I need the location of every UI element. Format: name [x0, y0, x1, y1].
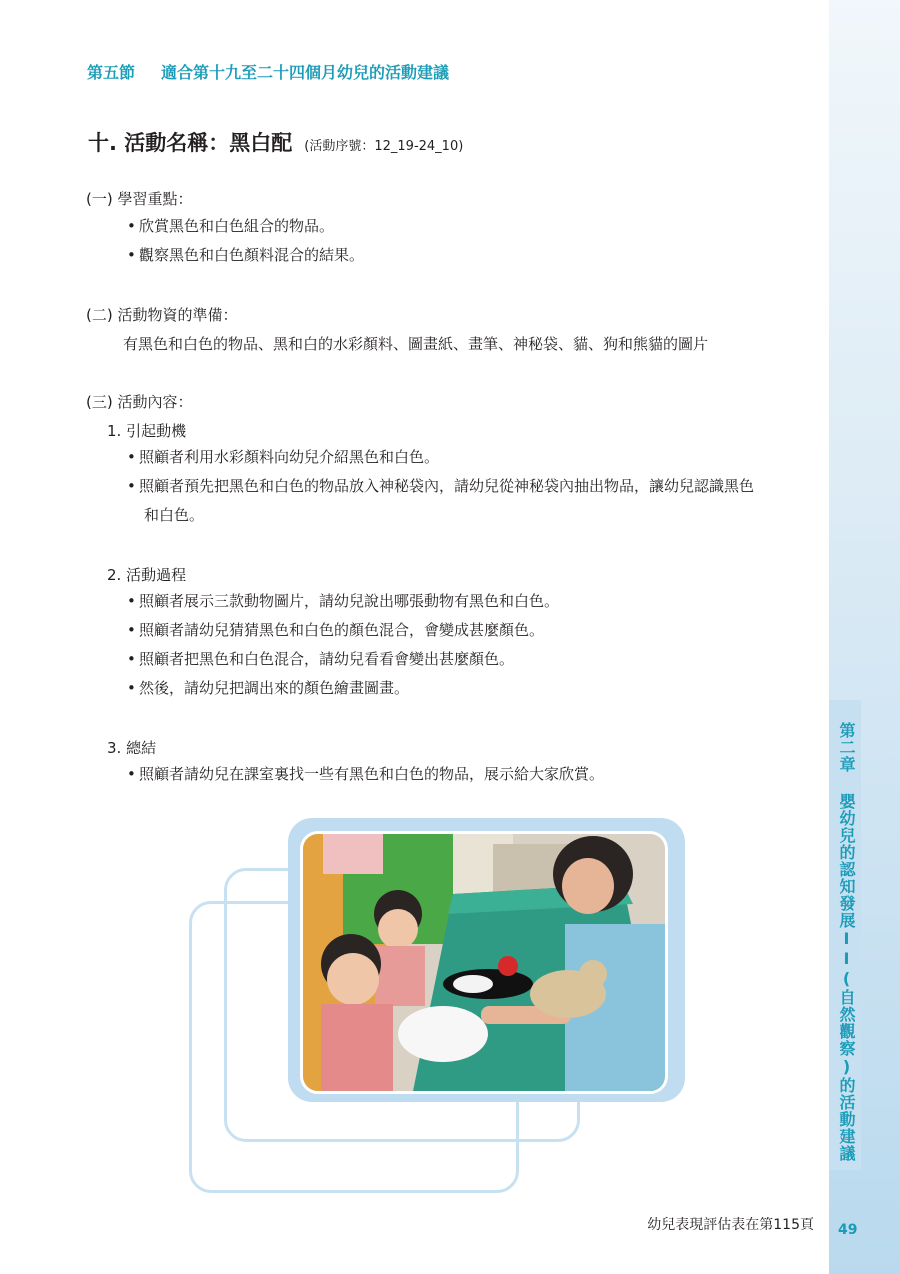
chapter-title-vertical: 第二章 嬰幼兒的認知發展II(自然觀察)的活動建議 [837, 722, 856, 1162]
activity-photo [300, 831, 668, 1094]
bullet-icon: • [127, 246, 136, 264]
list-item: • 照顧者利用水彩顏料向幼兒介紹黑色和白色。 [127, 443, 439, 472]
footer-assessment-note: 幼兒表現評估表在第115頁 [647, 1217, 814, 1233]
bullet-icon: • [127, 448, 136, 466]
summary-title: 3. 總結 [107, 739, 157, 757]
list-item: • 然後，請幼兒把調出來的顏色繪畫圖畫。 [127, 674, 409, 703]
section-label: 第五節 [87, 63, 136, 82]
list-item: • 照顧者請幼兒猜猜黑色和白色的顏色混合，會變成甚麼顏色。 [127, 616, 544, 645]
page-number: 49 [838, 1222, 858, 1238]
list-item: • 欣賞黑色和白色組合的物品。 [127, 212, 334, 241]
motivation-title: 1. 引起動機 [107, 422, 187, 440]
list-item: • 照顧者展示三款動物圖片，請幼兒說出哪張動物有黑色和白色。 [127, 587, 559, 616]
bullet-icon: • [127, 621, 136, 639]
list-item: • 照顧者請幼兒在課室裏找一些有黑色和白色的物品，展示給大家欣賞。 [127, 760, 604, 789]
materials-text: 有黑色和白色的物品、黑和白的水彩顏料、圖畫紙、畫筆、神秘袋、貓、狗和熊貓的圖片 [123, 335, 709, 353]
list-item: • 照顧者預先把黑色和白色的物品放入神秘袋內，請幼兒從神秘袋內抽出物品，讓幼兒認識黑色 [127, 472, 754, 501]
list-item: • 照顧者把黑色和白色混合，請幼兒看看會變出甚麼顏色。 [127, 645, 514, 674]
bullet-icon: • [127, 679, 136, 697]
learning-focus-heading: (一) 學習重點： [86, 190, 193, 208]
bullet-icon: • [127, 477, 136, 495]
activity-name: 十. 活動名稱：黑白配 [88, 131, 293, 155]
list-item-continuation: 和白色。 [144, 506, 205, 524]
process-title: 2. 活動過程 [107, 566, 187, 584]
bullet-icon: • [127, 650, 136, 668]
content-heading: (三) 活動內容： [86, 393, 193, 411]
bullet-icon: • [127, 217, 136, 235]
section-header [87, 60, 449, 83]
section-title: 適合第十九至二十四個月幼兒的活動建議 [161, 63, 450, 82]
activity-title [88, 127, 463, 157]
list-item: • 觀察黑色和白色顏料混合的結果。 [127, 241, 364, 270]
bullet-icon: • [127, 765, 136, 783]
materials-heading: (二) 活動物資的準備： [86, 306, 238, 324]
bullet-icon: • [127, 592, 136, 610]
classroom-photo-illustration [303, 834, 665, 1091]
activity-serial: (活動序號：12_19-24_10) [304, 139, 464, 154]
